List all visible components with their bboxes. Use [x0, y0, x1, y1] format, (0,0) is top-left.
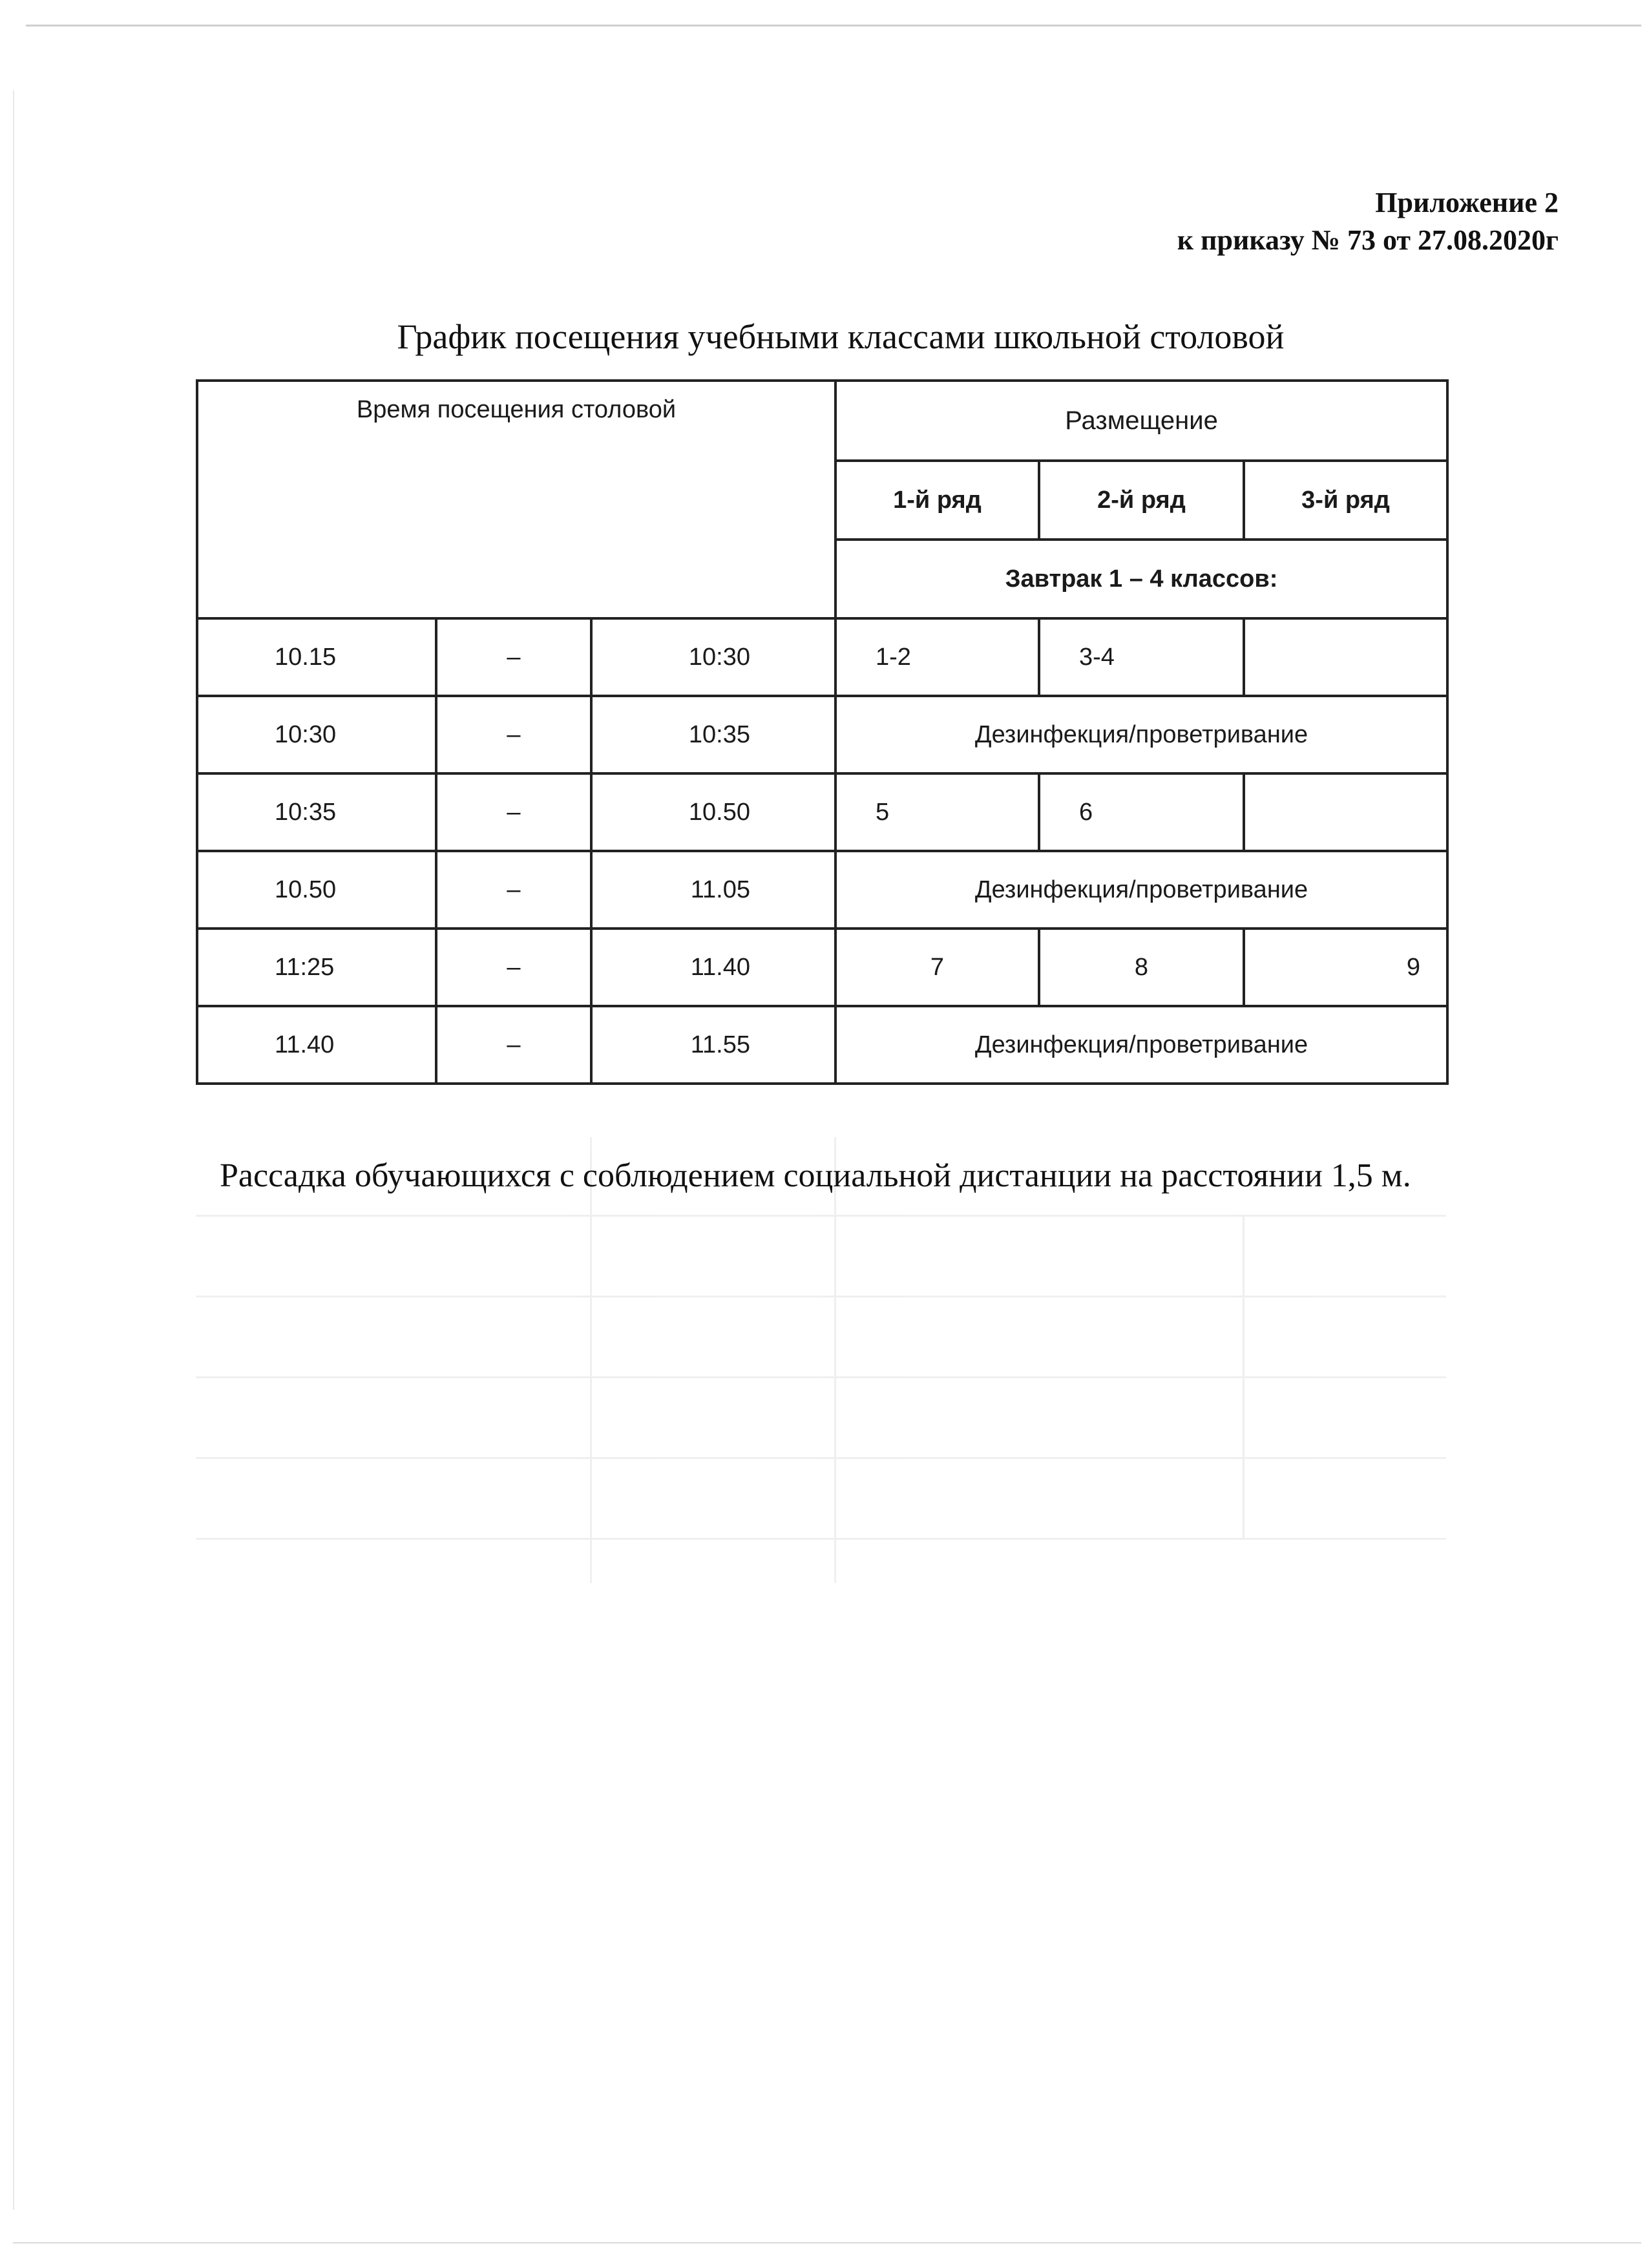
appendix-number: Приложение 2 [1375, 187, 1559, 218]
time-dash: – [436, 618, 591, 696]
breakfast-section-header: Завтрак 1 – 4 классов: [835, 540, 1447, 618]
time-dash: – [436, 851, 591, 929]
row-3-classes [1244, 773, 1447, 851]
seating-note: Рассадка обучающихся с соблюдением социальной дистанции на расстоянии 1,5 м. [220, 1157, 1411, 1194]
row-1-classes: 7 [835, 929, 1039, 1006]
end-time: 11.05 [591, 851, 835, 929]
end-time: 10.50 [591, 773, 835, 851]
disinfection-cell: Дезинфекция/проветривание [835, 1006, 1447, 1084]
row-2-classes: 8 [1039, 929, 1244, 1006]
disinfection-cell: Дезинфекция/проветривание [835, 851, 1447, 929]
row-3-classes: 9 [1244, 929, 1447, 1006]
time-dash: – [436, 696, 591, 773]
table-row [197, 1006, 1447, 1084]
scan-left-edge [13, 90, 14, 2210]
time-dash: – [436, 1006, 591, 1084]
end-time: 11.55 [591, 1006, 835, 1084]
canteen-schedule-table [196, 379, 1449, 1085]
start-time: 10.15 [197, 618, 436, 696]
start-time: 11:25 [197, 929, 436, 1006]
scan-top-edge [26, 25, 1641, 26]
row-2-classes: 6 [1039, 773, 1244, 851]
end-time: 10:30 [591, 618, 835, 696]
bleed-through-shadow [196, 1137, 1446, 1583]
time-dash: – [436, 773, 591, 851]
row-3-classes [1244, 618, 1447, 696]
row-2-classes: 3-4 [1039, 618, 1244, 696]
scan-bottom-edge [13, 2242, 1641, 2243]
row-1-classes: 1-2 [835, 618, 1039, 696]
start-time: 10:35 [197, 773, 436, 851]
appendix-reference [1177, 184, 1559, 259]
table-row [197, 696, 1447, 773]
table-row [197, 929, 1447, 1006]
table-row [197, 618, 1447, 696]
disinfection-cell: Дезинфекция/проветривание [835, 696, 1447, 773]
order-reference: к приказу № 73 от 27.08.2020г [1177, 224, 1559, 256]
row-1-header: 1-й ряд [835, 461, 1039, 540]
table-row [197, 773, 1447, 851]
row-1-classes: 5 [835, 773, 1039, 851]
start-time: 10:30 [197, 696, 436, 773]
end-time: 11.40 [591, 929, 835, 1006]
table-row [197, 851, 1447, 929]
end-time: 10:35 [591, 696, 835, 773]
row-2-header: 2-й ряд [1039, 461, 1244, 540]
time-dash: – [436, 929, 591, 1006]
placement-header: Размещение [835, 381, 1447, 461]
start-time: 10.50 [197, 851, 436, 929]
start-time: 11.40 [197, 1006, 436, 1084]
visit-time-header: Время посещения столовой [197, 381, 835, 618]
document-title: График посещения учебными классами школьной столовой [397, 317, 1285, 356]
row-3-header: 3-й ряд [1244, 461, 1447, 540]
